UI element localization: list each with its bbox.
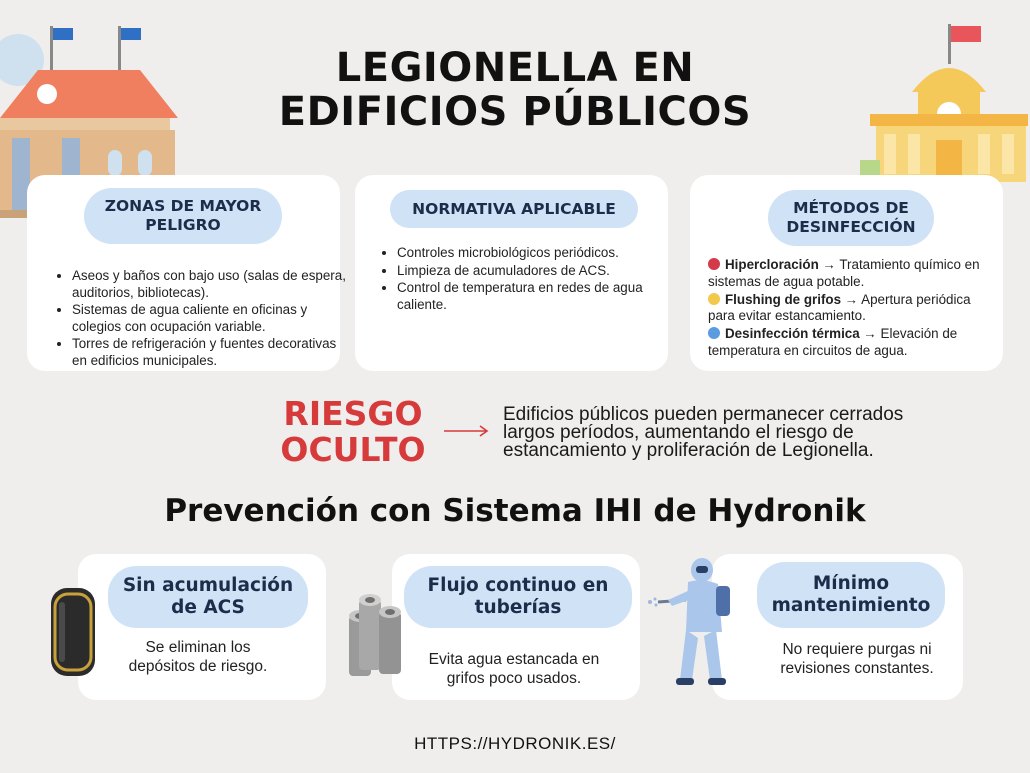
normativa-heading: NORMATIVA APLICABLE: [390, 190, 638, 228]
blue-dot-icon: [708, 327, 720, 339]
yellow-dot-icon: [708, 293, 720, 305]
red-dot-icon: [708, 258, 720, 270]
method-desc: Elevación de temperatura en circuitos de agua.: [708, 326, 958, 358]
zonas-list: [52, 268, 347, 371]
title-line-1: LEGIONELLA EN: [335, 45, 695, 91]
benefit-title: Sin acumulación de ACS: [108, 566, 308, 628]
zonas-card: [27, 175, 346, 371]
disinfection-worker-icon: [646, 556, 736, 690]
method-desc: → Apertura periódica para evitar estancamiento.: [708, 291, 971, 324]
benefit-text: Evita agua estancada en grifos poco usados.: [428, 651, 600, 687]
benefit-text: No requiere purgas ni revisiones constantes.: [780, 641, 934, 677]
benefit-text: Se eliminan los depósitos de riesgo.: [128, 639, 268, 675]
method-item: [708, 326, 993, 360]
metodos-heading: MÉTODOS DE DESINFECCIÓN: [768, 190, 934, 246]
title-line-2: EDIFICIOS PÚBLICOS: [278, 89, 752, 135]
arrow-right-icon: [444, 424, 490, 438]
footer-url-link[interactable]: HTTPS://HYDRONIK.ES/: [414, 734, 616, 753]
method-desc: Tratamiento químico en sistemas de agua potable.: [708, 257, 980, 289]
riesgo-oculto-heading: [268, 396, 438, 468]
list-item: • Controles microbiológicos periódicos.: [397, 245, 672, 262]
riesgo-line-1: RIESGO: [283, 394, 423, 433]
method-item: [708, 292, 993, 326]
metodos-list: [708, 257, 993, 360]
metodos-card: [690, 175, 1003, 371]
benefit-card-1: [78, 554, 326, 700]
method-item: [708, 257, 993, 291]
list-item: • Control de temperatura en redes de agua caliente.: [397, 280, 672, 313]
method-name: Desinfección térmica →: [725, 326, 877, 342]
page-title: [0, 46, 1030, 134]
normativa-list: [377, 245, 672, 314]
benefit-title: Flujo continuo en tuberías: [404, 566, 632, 628]
method-name: Flushing de grifos: [725, 291, 842, 307]
list-item: • Torres de refrigeración y fuentes decorativas en edificios municipales.: [72, 336, 347, 369]
benefit-title: Mínimo mantenimiento: [757, 562, 945, 628]
riesgo-description: Edificios públicos pueden permanecer cerrados largos períodos, aumentando el riesgo de estancamiento y proliferación de Legionella.: [503, 404, 904, 461]
prevencion-heading: Prevención con Sistema IHI de Hydronik: [164, 493, 866, 529]
pipes-icon: [345, 590, 407, 682]
normativa-card: [355, 175, 668, 371]
benefit-card-3: [712, 554, 963, 700]
list-item: • Sistemas de agua caliente en oficinas y colegios con ocupación variable.: [72, 302, 347, 335]
benefit-card-2: [392, 554, 640, 700]
water-tank-icon: [45, 582, 101, 682]
method-name: Hipercloración →: [725, 257, 836, 272]
list-item: • Limpieza de acumuladores de ACS.: [397, 263, 672, 280]
riesgo-line-2: OCULTO: [280, 430, 426, 469]
list-item: • Aseos y baños con bajo uso (salas de espera, auditorios, bibliotecas).: [72, 268, 347, 301]
zonas-heading: ZONAS DE MAYOR PELIGRO: [84, 188, 282, 244]
